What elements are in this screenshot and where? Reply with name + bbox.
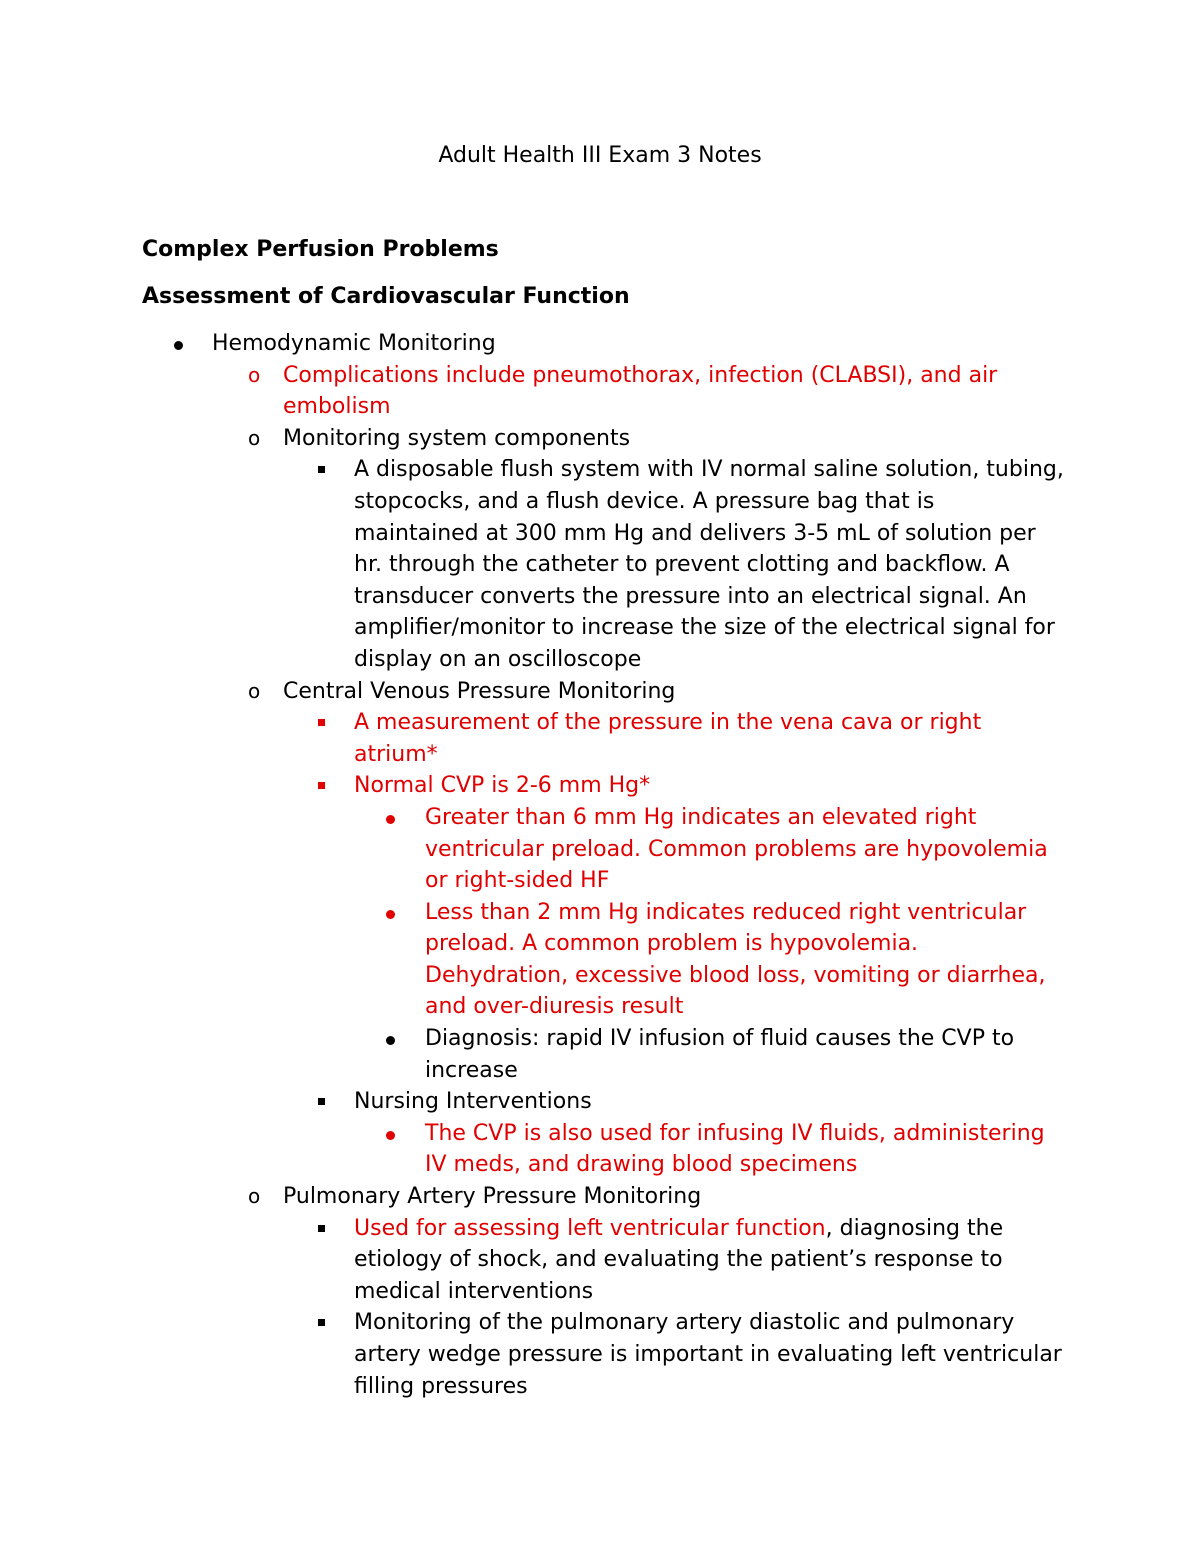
list-item-text: Complications include pneumothorax, infection (CLABSI), and air embolism xyxy=(283,362,998,420)
list-item-text: The CVP is also used for infusing IV fluids, administering IV meds, and drawing blood specimens xyxy=(425,1120,1045,1178)
list-item-text: A measurement of the pressure in the vena cava or right atrium* xyxy=(354,710,982,767)
bullet-circle-icon: o xyxy=(248,678,261,703)
bullet-dot-icon xyxy=(386,1131,395,1140)
list-item-nursing-cvp xyxy=(0,1118,1065,1181)
heading-cardiovascular-assessment: Assessment of Cardiovascular Function xyxy=(142,284,630,309)
bullet-square-icon xyxy=(318,466,325,473)
list-item-text: Less than 2 mm Hg indicates reduced right ventricular preload. A common problem is hypovolemia. Dehydration, excessive blood loss, vomiting or diarrhea, and over-diuresis result xyxy=(425,899,1046,1020)
bullet-dot-icon xyxy=(386,815,395,824)
list-item-nursing xyxy=(0,1086,1064,1118)
list-item-text: Hemodynamic Monitoring xyxy=(212,331,496,356)
list-item-text: Normal CVP is 2-6 mm Hg* xyxy=(354,773,651,799)
bullet-circle-icon: o xyxy=(248,362,261,387)
list-item-pap xyxy=(0,1181,1073,1213)
list-item-text: , diagnosing the etiology of shock, and evaluating the patient’s response to medical interventions xyxy=(354,1215,1004,1304)
bullet-square-icon xyxy=(318,719,325,726)
list-item-text: Pulmonary Artery Pressure Monitoring xyxy=(283,1184,702,1210)
list-item-components xyxy=(0,423,1073,455)
list-item-text: Central Venous Pressure Monitoring xyxy=(283,678,676,704)
notes-list xyxy=(0,328,1200,1402)
bullet-circle-icon: o xyxy=(248,1184,261,1209)
list-item-complications xyxy=(0,360,1073,423)
list-item-cvp-less xyxy=(0,897,1065,1023)
list-item-cvp-normal xyxy=(0,770,1064,802)
bullet-square-icon xyxy=(318,1319,325,1326)
list-item-cvp-diagnosis xyxy=(0,1023,1065,1086)
bullet-square-icon xyxy=(318,782,325,789)
list-item-text: Nursing Interventions xyxy=(354,1089,592,1115)
bullet-dot-icon xyxy=(386,910,395,919)
heading-complex-perfusion: Complex Perfusion Problems xyxy=(142,237,499,262)
list-item-text: Monitoring of the pulmonary artery diastolic and pulmonary artery wedge pressure is important in evaluating left ventricular filling pressures xyxy=(354,1310,1062,1399)
list-item-cvp-greater xyxy=(0,802,1065,897)
list-item-text: Greater than 6 mm Hg indicates an elevated right ventricular preload. Common problems are hypovolemia or right-sided HF xyxy=(425,804,1048,894)
list-item-pap-used xyxy=(0,1213,1064,1308)
list-item-components-detail xyxy=(0,454,1064,675)
bullet-square-icon xyxy=(318,1225,325,1232)
bullet-circle-icon: o xyxy=(248,425,261,450)
list-item-text: A disposable flush system with IV normal saline solution, tubing, stopcocks, and a flush device. A pressure bag that is maintained at 300 mm Hg and delivers 3-5 mL of solution per hr. through the catheter to prevent clotting and backflow. A transducer converts the pressure into an electrical signal. An amplifier/monitor to increase the size of the electrical signal for display on an oscilloscope xyxy=(354,457,1064,672)
list-item-hemodynamic xyxy=(0,328,1200,360)
document-title: Adult Health III Exam 3 Notes xyxy=(438,143,762,168)
list-item-text: Monitoring system components xyxy=(283,425,631,451)
list-item-text: Diagnosis: rapid IV infusion of fluid causes the CVP to increase xyxy=(425,1026,1015,1083)
list-item-pap-monitoring xyxy=(0,1307,1064,1402)
list-item-cvp-measure xyxy=(0,707,1064,770)
bullet-square-icon xyxy=(318,1098,325,1105)
bullet-dot-icon xyxy=(386,1036,395,1045)
list-item-text-highlight: Used for assessing left ventricular function xyxy=(354,1215,826,1241)
list-item-cvp xyxy=(0,676,1073,708)
bullet-dot-icon xyxy=(174,341,183,350)
